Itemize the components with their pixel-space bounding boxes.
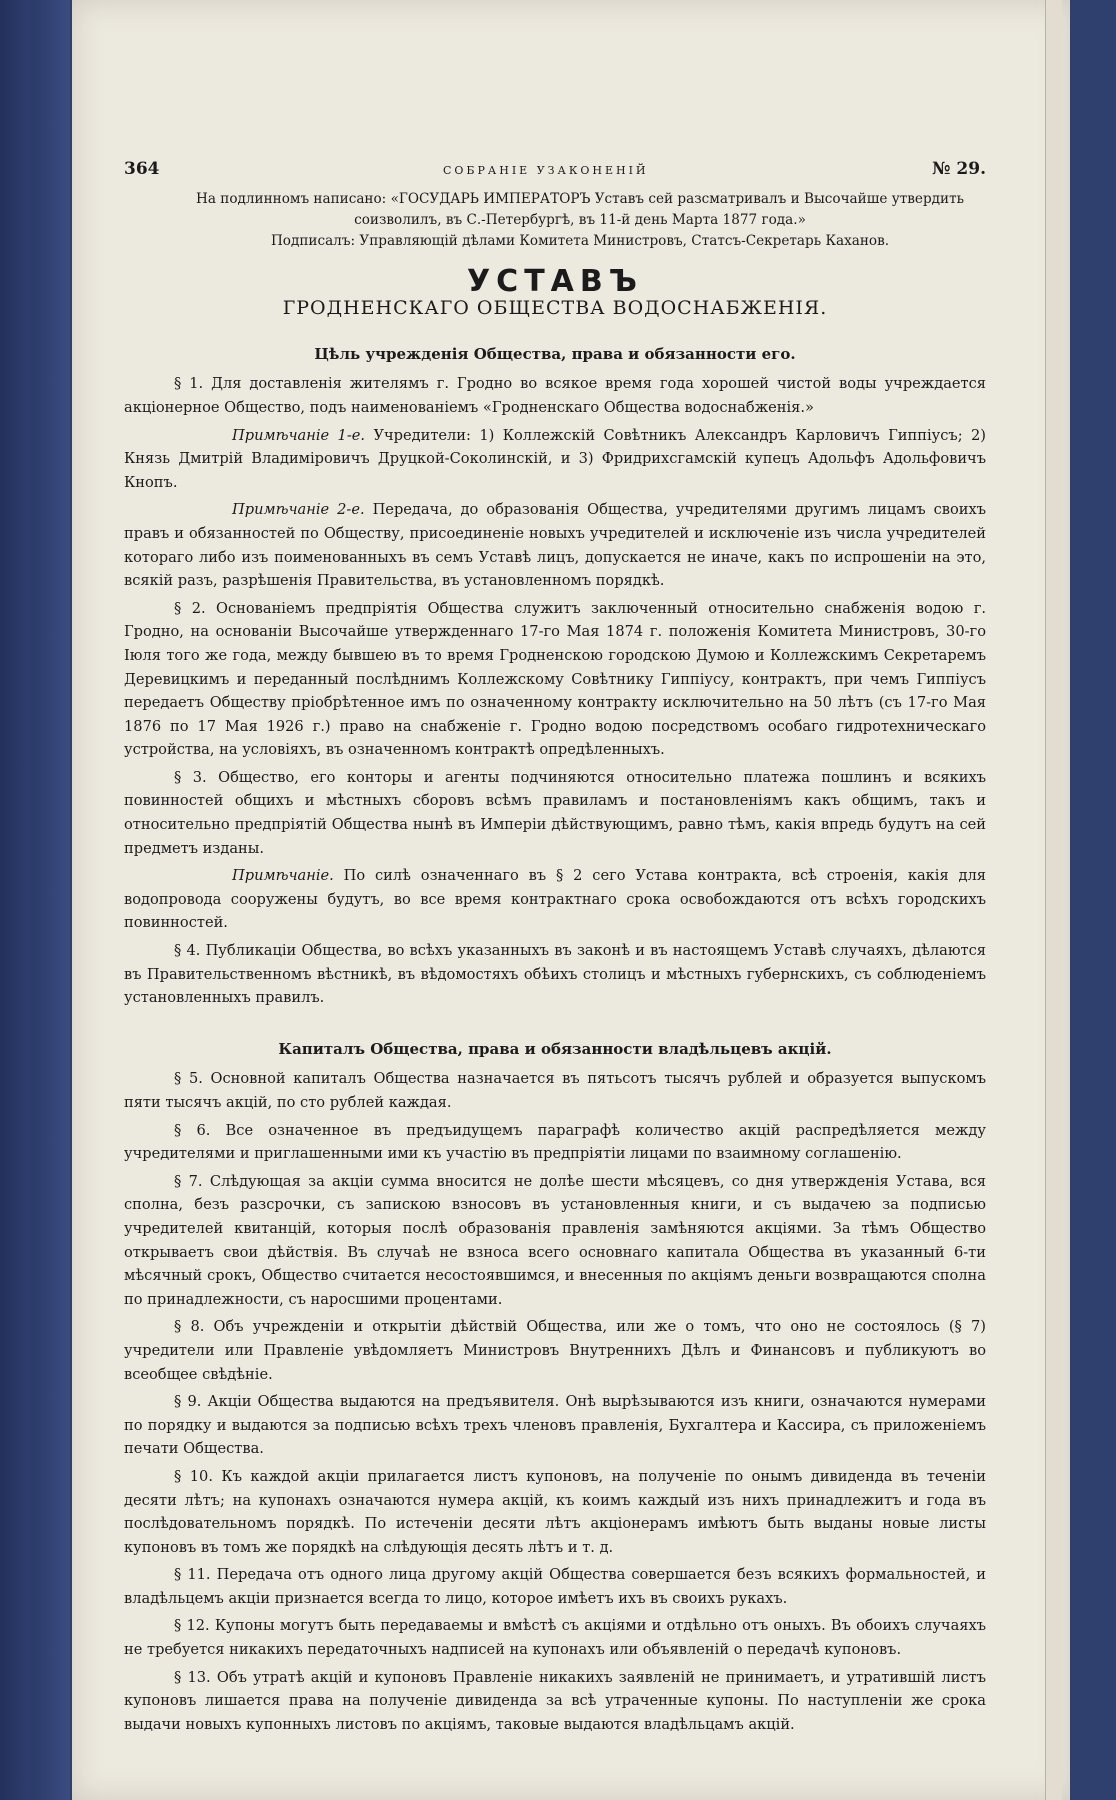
statute-paragraph: § 6. Все означенное въ предъидущемъ параграфѣ количество акцій распредѣляется между учредителями и приглашенными ими къ участію въ предпріятіи лицами по взаимному соглашенію. (124, 1121, 986, 1163)
statute-paragraph: § 11. Передача отъ одного лица другому акцій Общества совершается безъ всякихъ формальностей, и владѣльцемъ акціи признается всегда то лицо, которое имѣетъ ихъ въ своихъ рукахъ. (124, 1566, 986, 1607)
note-paragraph (124, 424, 986, 495)
authorization-line-2: соизволилъ, въ С.-Петербургѣ, въ 11-й день Марта 1877 года.» (354, 211, 806, 228)
statute-paragraph: § 3. Общество, его конторы и агенты подчиняются относительно платежа пошлинъ и всякихъ повинностей общихъ и мѣстныхъ сборовъ всѣмъ правиламъ и постановленіямъ какъ общимъ, такъ и относительно предпріятій Общества нынѣ въ Имперіи дѣйствующимъ, равно тѣмъ, какія впредь будутъ на сей предметъ изданы. (124, 768, 986, 857)
note-label: Примѣчаніе. (232, 867, 334, 885)
document-subtitle: ГРОДНЕНСКАГО ОБЩЕСТВА ВОДОСНАБЖЕНІЯ. (282, 297, 828, 320)
statute-paragraph: § 4. Публикаціи Общества, во всѣхъ указанныхъ въ законѣ и въ настоящемъ Уставѣ случаяхъ, дѣлаются въ Правительственномъ вѣстникѣ, въ вѣдомостяхъ обѣихъ столицъ и мѣстныхъ губернскихъ, съ соблюденіемъ установленныхъ правилъ. (124, 942, 986, 1007)
statute-paragraph: § 12. Купоны могутъ быть передаваемы и вмѣстѣ съ акціями и отдѣльно отъ оныхъ. Въ обоихъ случаяхъ не требуется никакихъ передаточныхъ надписей на купонахъ или объявленій о передачѣ купоновъ. (124, 1617, 986, 1659)
statute-paragraph: § 10. Къ каждой акціи прилагается листъ купоновъ, на полученіе по онымъ дивиденда въ теченіи десяти лѣтъ; на купонахъ означаются нумера акцій, къ коимъ каждый изъ нихъ принадлежитъ и года въ послѣдовательномъ порядкѣ. По истеченіи десяти лѣтъ акціонерамъ имѣютъ быть выданы новые листы купоновъ въ томъ же порядкѣ на слѣдующія десять лѣтъ и т. д. (124, 1467, 986, 1556)
running-head (124, 158, 986, 183)
section-spacer (124, 1014, 986, 1030)
statute-paragraph: § 7. Слѣдующая за акціи сумма вносится не долѣе шести мѣсяцевъ, со дня утвержденія Устава, вся сполна, безъ разсрочки, съ запискою взносовъ въ установленныя книги, и съ выдачею за подписью учредителей квитанцій, которыя послѣ образованія правленія замѣняются акціями. За тѣмъ Общество открываетъ свои дѣйствія. Въ случаѣ не взноса всего основнаго капитала Общества въ указанный 6-ти мѣсячный срокъ, Общество считается несостоявшимся, и внесенныя по акціямъ деньги возвращаются сполна по принадлежности, съ наросшими процентами. (124, 1172, 986, 1308)
authorization-line-3: Подписалъ: Управляющій дѣлами Комитета Министровъ, Статсъ-Секретарь Каханов. (270, 232, 890, 249)
statute-paragraph: § 8. Объ учрежденіи и открытіи дѣйствій Общества, или же о томъ, что оно не состоялось (§ 7) учредители или Правленіе увѣдомляетъ Министровъ Внутреннихъ Дѣлъ и Финансовъ и публикуютъ во всеобщее свѣдѣніе. (124, 1318, 986, 1383)
statute-body (124, 343, 986, 1737)
book-binding (0, 0, 70, 1800)
document-title: УСТАВЪ (467, 263, 643, 299)
note-label: Примѣчаніе 1-е. (232, 426, 366, 444)
issue-number: № 29. (932, 159, 986, 179)
statute-paragraph: § 5. Основной капиталъ Общества назначается въ пятьсотъ тысячъ рублей и образуется выпускомъ пяти тысячъ акцій, по сто рублей каждая. (124, 1070, 986, 1111)
section-heading: Капиталъ Общества, права и обязанности владѣльцевъ акцій. (278, 1039, 832, 1058)
statute-paragraph: § 13. Объ утратѣ акцій и купоновъ Правленіе никакихъ заявленій не принимаетъ, и утратившій листъ купоновъ лишается права на полученіе дивиденда за всѣ утраченные купоны. По наступленіи же срока выдачи новыхъ купонныхъ листовъ по акціямъ, таковые выдаются владѣльцамъ акцій. (124, 1668, 986, 1733)
binding-edge (30, 0, 70, 1800)
note-label: Примѣчаніе 2-е. (232, 501, 365, 519)
document-page (72, 0, 1070, 1800)
page-content (124, 158, 986, 1740)
collection-title: СОБРАНІЕ УЗАКОНЕНІЙ (442, 164, 649, 177)
statute-paragraph: § 2. Основаніемъ предпріятія Общества служитъ заключенный относительно снабженія водою г. Гродно, на основаніи Высочайше утвержденнаго 17-го Мая 1874 г. положенія Комитета Министровъ, 30-го Іюля того же года, между бывшею въ то время Гродненскою городскою Думою и Коллежскимъ Секретаремъ Деревицкимъ и переданный послѣднимъ Коллежскому Совѣтнику Гиппіусу, контрактъ, при чемъ Гиппіусъ передаетъ Обществу пріобрѣтенное имъ по означенному контракту исключительно на 50 лѣтъ (съ 17-го Мая 1876 по 17 Мая 1926 г.) право на снабженіе г. Гродно водою посредствомъ особаго гидротехническаго устройства, на условіяхъ, въ означенномъ контрактѣ опредѣленныхъ. (124, 599, 986, 759)
page-edge-tab (1045, 0, 1062, 1800)
statute-paragraph: § 9. Акціи Общества выдаются на предъявителя. Онѣ вырѣзываются изъ книги, означаются нумерами по порядку и выдаются за подписью всѣхъ трехъ членовъ правленія, Бухгалтера и Кассира, съ приложеніемъ печати Общества. (124, 1393, 986, 1458)
page-number: 364 (124, 159, 160, 179)
section-heading: Цѣль учрежденія Общества, права и обязанности его. (314, 344, 796, 363)
authorization-line-1: На подлинномъ написано: «ГОСУДАРЬ ИМПЕРАТОРЪ Уставъ сей разсматривалъ и Высочайше утвердить (195, 190, 964, 207)
statute-paragraph: § 1. Для доставленія жителямъ г. Гродно во всякое время года хорошей чистой воды учреждается акціонерное Общество, подъ наименованіемъ «Гродненскаго Общества водоснабженія.» (124, 375, 986, 416)
note-paragraph (124, 864, 986, 935)
note-paragraph (124, 498, 986, 592)
note-text: Учредители: 1) Коллежскій Совѣтникъ Александръ Карловичъ Гиппіусъ; 2) Князь Дмитрій Владиміровичъ Друцкой-Соколинскій, и 3) Фридрихсгамскій купецъ Адольфъ Адольфовичъ Кнопъ. (124, 426, 986, 491)
note-text: Передача, до образованія Общества, учредителями другимъ лицамъ своихъ правъ и обязанностей по Обществу, присоединеніе новыхъ учредителей и исключеніе изъ числа учредителей котораго либо изъ поименованныхъ въ семъ Уставѣ лицъ, допускается не иначе, какъ по испрошеніи на это, всякій разъ, разрѣшенія Правительства, въ установленномъ порядкѣ. (124, 501, 986, 590)
note-text: По силѣ означеннаго въ § 2 сего Устава контракта, всѣ строенія, какія для водопровода сооружены будутъ, во все время контрактнаго срока освобождаются отъ всѣхъ городскихъ повинностей. (124, 867, 986, 932)
